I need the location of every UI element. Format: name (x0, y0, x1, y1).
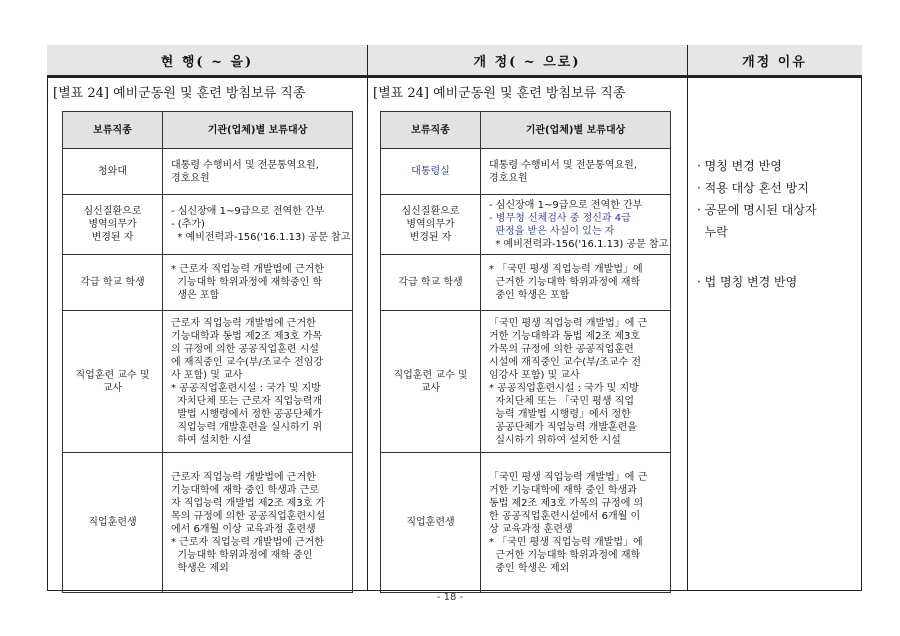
category-line: 교사 (420, 382, 441, 394)
target-line: 기능대학 학위과정에 재학 중인 (171, 549, 313, 561)
col-category-header: 보류직종 (63, 112, 163, 149)
header-reason: 개정 이유 (687, 45, 862, 76)
category-cell (381, 255, 481, 311)
table-row (63, 149, 353, 195)
target-line: * 「국민 평생 직업능력 개발법」에 (489, 264, 643, 275)
target-line: 근거한 기능대학 학위과정에 재학 (489, 549, 641, 561)
target-line: * 근로자 직업능력 개발법에 근거한 (171, 536, 324, 548)
table-row (63, 255, 353, 311)
target-line: 「국민 평생 직업능력 개발법」에 근 (489, 317, 648, 329)
target-cell (163, 453, 353, 593)
page-number: - 18 - (436, 592, 464, 603)
revised-section-title: [별표 24] 예비군동원 및 훈련 방침보류 직종 (373, 86, 626, 101)
header-current: 현 행( ~ 을) (47, 45, 367, 76)
target-line: 기능대학에 재학 중인 학생과 근로 (171, 484, 319, 496)
column-divider (367, 45, 368, 591)
reason-item: · 공문에 명시된 대상자 (697, 203, 817, 217)
category-cell (63, 453, 163, 593)
target-line: - 심신장애 1~9급으로 전역한 간부 (171, 206, 325, 217)
target-line: - 병무청 신체검사 중 정신과 4급 (489, 212, 631, 224)
target-line: 경호요원 (171, 172, 210, 184)
target-line: 「국민 평생 직업능력 개발법」에 근 (489, 471, 648, 483)
target-cell (163, 195, 353, 255)
target-cell (163, 311, 353, 453)
category-line: 직업훈련생 (406, 517, 455, 528)
target-line: 상 교육과정 훈련생 (489, 523, 573, 535)
column-divider (687, 45, 688, 591)
target-line: * 공공직업훈련시설 : 국가 및 지방 (171, 382, 321, 394)
category-cell (63, 311, 163, 453)
target-line: 근거한 기능대학 학위과정에 재학 (489, 277, 641, 288)
target-line: 직업능력 개발훈련을 실시하기 위 (171, 421, 323, 433)
target-line: * 예비전력과-156('16.1.13) 공문 참고 (489, 238, 669, 250)
table-row (63, 453, 353, 593)
target-line: * 공공직업훈련시설 : 국가 및 지방 (489, 382, 639, 394)
category-line: 직업훈련 교수 및 (393, 369, 468, 381)
reason-item: 누락 (697, 225, 728, 239)
target-line: 하여 설치한 시설 (171, 434, 252, 446)
header-rule (47, 76, 862, 78)
target-line: 에 재직중인 교수(부/조교수 전임강 (171, 356, 324, 368)
target-line: 공공단체가 직업능력 개발훈련을 (489, 421, 637, 433)
table-row (381, 149, 671, 195)
category-line: 교사 (102, 382, 123, 394)
target-line: 거한 기능대학에 재학 중인 학생과 (489, 484, 637, 496)
category-cell (381, 311, 481, 453)
target-line: 대통령 수행비서 및 전문통역요원, (489, 159, 637, 171)
col-target-header: 기관(업체)별 보류대상 (481, 112, 671, 149)
category-line: 변경된 자 (409, 232, 452, 243)
comparison-table (47, 45, 862, 591)
target-cell (481, 149, 671, 195)
reason-item: · 법 명칭 변경 반영 (697, 275, 798, 289)
category-cell (381, 195, 481, 255)
reason-item: · 적용 대상 혼선 방지 (697, 181, 809, 195)
table-header-row (381, 112, 671, 149)
target-line: 자치단체 또는 근로자 직업능력개 (171, 395, 323, 407)
target-line: 학생은 제외 (171, 562, 229, 574)
category-cell (63, 255, 163, 311)
target-line: 대통령 수행비서 및 전문통역요원, (171, 159, 319, 171)
target-line: 동법 제2조 제3호 가목의 규정에 의 (489, 497, 644, 509)
revised-table (380, 111, 671, 593)
target-line: 가목의 규정에 의한 공공직업훈련 (489, 343, 634, 355)
table-header-row (63, 112, 353, 149)
table-row (381, 311, 671, 453)
target-line: 시설에 재직중인 교수(부/조교수 전 (489, 356, 642, 368)
category-cell (63, 149, 163, 195)
current-table (62, 111, 353, 593)
reason-list (697, 155, 857, 293)
col-target-header: 기관(업체)별 보류대상 (163, 112, 353, 149)
target-line: 거한 기능대학과 동법 제2조 제3호 (489, 330, 641, 342)
category-line: 직업훈련 교수 및 (75, 369, 150, 381)
table-row (381, 195, 671, 255)
target-line: 자치단체 또는 「국민 평생 직업 (489, 395, 634, 407)
target-line: * 근로자 직업능력 개발법에 근거한 (171, 264, 324, 275)
col-category-header: 보류직종 (381, 112, 481, 149)
target-line: - 심신장애 1~9급으로 전역한 간부 (489, 199, 643, 211)
target-line: 사 포함) 및 교사 (171, 369, 243, 381)
target-line: 중인 학생은 제외 (489, 562, 570, 574)
category-line: 변경된 자 (91, 232, 134, 243)
category-cell (381, 149, 481, 195)
header-revised: 개 정( ~ 으로) (367, 45, 687, 76)
target-line: 중인 학생은 포함 (489, 290, 570, 301)
target-line: 근로자 직업능력 개발법에 근거한 (171, 317, 316, 329)
target-line: 목의 규정에 의한 공공직업훈련시설 (171, 510, 326, 522)
table-row (381, 255, 671, 311)
category-line: 심신질환으로 (401, 206, 460, 217)
target-line: - (추가) (171, 219, 205, 230)
target-cell (481, 311, 671, 453)
table-row (63, 311, 353, 453)
category-line: 각급 학교 학생 (398, 277, 463, 288)
target-line: 한 공공직업훈련시설에서 6개월 이 (489, 510, 641, 522)
target-line: 발법 시행령에서 정한 공공단체가 (171, 408, 323, 420)
target-line: 에서 6개월 이상 교육과정 훈련생 (171, 523, 316, 535)
target-line: 의 규정에 의한 공공직업훈련 시설 (171, 343, 319, 355)
target-cell (481, 195, 671, 255)
target-line: 경호요원 (489, 172, 528, 184)
target-line: 기능대학과 동법 제2조 제3호 가목 (171, 330, 323, 342)
category-line: 각급 학교 학생 (80, 277, 145, 288)
category-line: 대통령실 (411, 166, 450, 177)
category-line: 병역의무가 (406, 219, 455, 230)
current-section-title: [별표 24] 예비군동원 및 훈련 방침보류 직종 (53, 86, 306, 101)
category-cell (63, 195, 163, 255)
category-line: 직업훈련생 (88, 517, 137, 528)
target-line: 실시하기 위하여 설치한 시설 (489, 434, 621, 446)
target-cell (481, 255, 671, 311)
table-row (63, 195, 353, 255)
category-line: 병역의무가 (88, 219, 137, 230)
target-cell (163, 255, 353, 311)
target-line: 생은 포함 (171, 290, 220, 301)
category-line: 심신질환으로 (83, 206, 142, 217)
target-line: 자 직업능력 개발법 제2조 제3호 가 (171, 497, 326, 509)
reason-item: · 명칭 변경 반영 (697, 159, 782, 173)
target-cell (163, 149, 353, 195)
target-line: * 예비전력과-156('16.1.13) 공문 참고 (171, 232, 351, 243)
target-line: 판정을 받은 사실이 있는 자 (489, 225, 615, 237)
target-line: 근로자 직업능력 개발법에 근거한 (171, 471, 316, 483)
category-line: 청와대 (98, 166, 127, 177)
target-line: 기능대학 학위과정에 재학중인 학 (171, 277, 323, 288)
target-line: 임강사 포함) 및 교사 (489, 369, 580, 381)
category-cell (381, 453, 481, 593)
table-row (381, 453, 671, 593)
target-line: 능력 개발법 시행령」에서 정한 (489, 408, 631, 420)
target-cell (481, 453, 671, 593)
target-line: * 「국민 평생 직업능력 개발법」에 (489, 536, 643, 548)
